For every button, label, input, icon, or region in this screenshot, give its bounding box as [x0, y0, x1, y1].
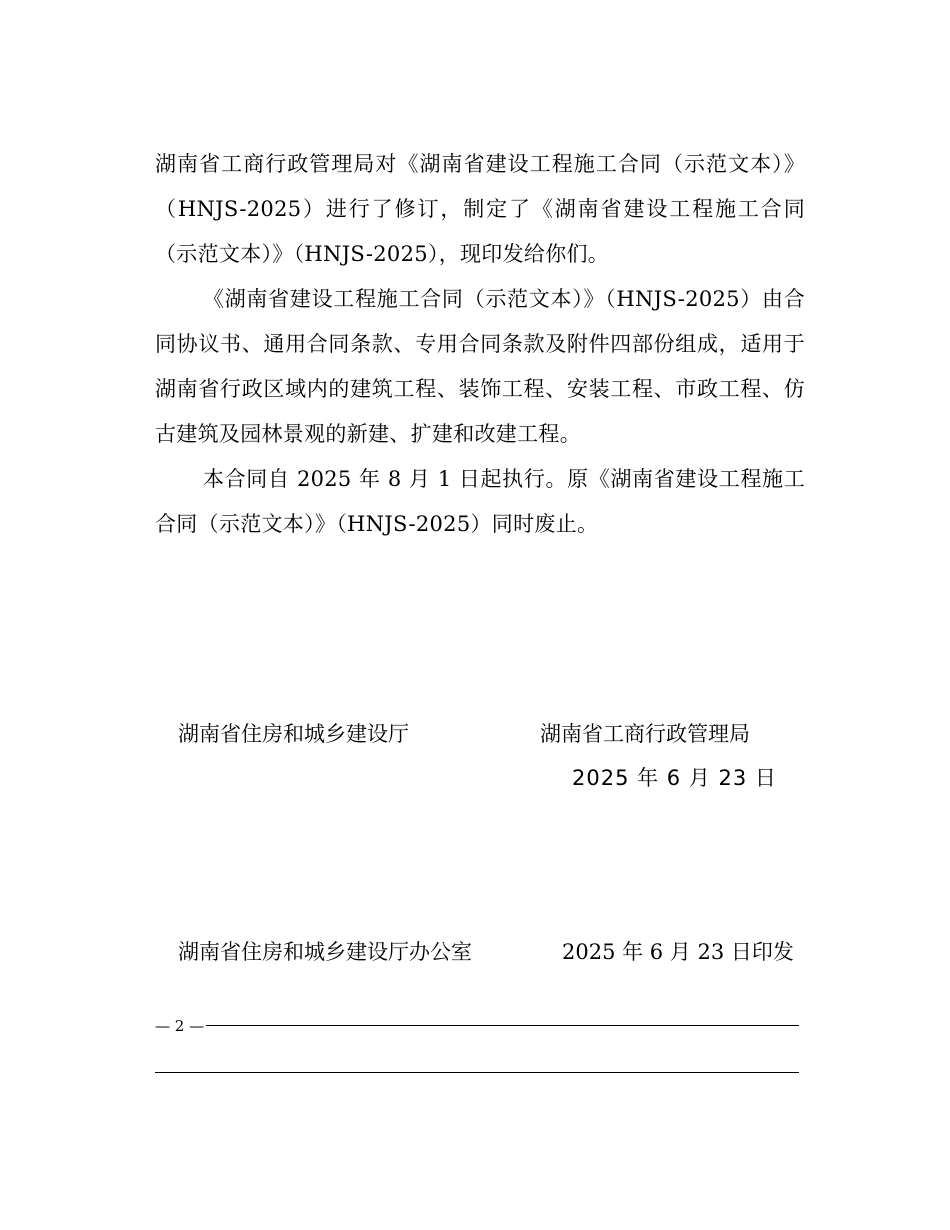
- signature-commerce-bureau: 湖南省工商行政管理局: [540, 722, 750, 746]
- footer-top-rule: [155, 1025, 799, 1026]
- footer-issuing-office: 湖南省住房和城乡建设厅办公室: [178, 940, 472, 964]
- document-body: [155, 142, 805, 547]
- paragraph-revision-notice: 湖南省工商行政管理局对《湖南省建设工程施工合同（示范文本）》（HNJS-2025）进行了修订，制定了《湖南省建设工程施工合同（示范文本）》（HNJS-2025），现印发给你们。: [155, 152, 805, 266]
- footer-bottom-rule: [155, 1072, 799, 1073]
- paragraph-effective-date: 本合同自 2025 年 8 月 1 日起执行。原《湖南省建设工程施工合同（示范文本）》（HNJS-2025）同时废止。: [155, 467, 805, 536]
- paragraph-contract-composition: 《湖南省建设工程施工合同（示范文本）》（HNJS-2025）由合同协议书、通用合同条款、专用合同条款及附件四部份组成，适用于湖南省行政区域内的建筑工程、装饰工程、安装工程、市政工程、仿古建筑及园林景观的新建、扩建和改建工程。: [155, 287, 805, 446]
- page-number: — 2 —: [155, 1017, 205, 1035]
- signature-housing-department: 湖南省住房和城乡建设厅: [178, 722, 409, 746]
- signature-date: 2025 年 6 月 23 日: [572, 766, 777, 790]
- footer-issue-date: 2025 年 6 月 23 日印发: [562, 940, 794, 964]
